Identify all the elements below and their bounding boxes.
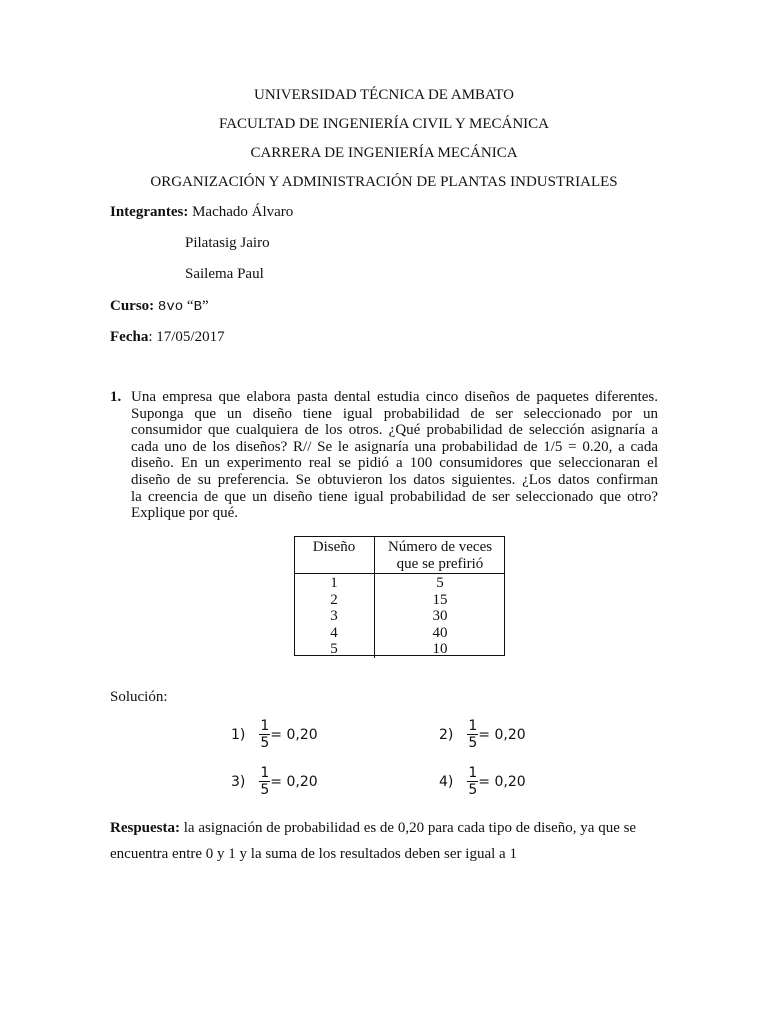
career-title: CARRERA DE INGENIERÍA MECÁNICA bbox=[250, 145, 518, 161]
answer-text: la asignación de probabilidad es de 0,20 para cada tipo de diseño, ya que se encuentra entre 0 y 1 y la suma de los resultados deben ser igual a 1 bbox=[110, 820, 637, 862]
table-header-design: Diseño bbox=[294, 536, 375, 574]
table-header-row bbox=[294, 536, 505, 574]
date-value: : 17/05/2017 bbox=[148, 329, 225, 345]
table-cell-design: 3 bbox=[294, 608, 375, 625]
solution-item-1 bbox=[231, 718, 318, 751]
solution-item-4 bbox=[439, 765, 526, 798]
fraction-numerator: 1 bbox=[260, 765, 270, 781]
question-line: Explique por qué. bbox=[131, 505, 239, 522]
table-row bbox=[294, 625, 505, 642]
member-2: Pilatasig Jairo bbox=[185, 235, 270, 251]
table-row bbox=[294, 574, 505, 592]
solution-item-label: 4) bbox=[439, 773, 454, 790]
table-cell-count: 10 bbox=[432, 641, 448, 657]
solution-label: Solución: bbox=[110, 689, 168, 705]
fraction-numerator: 1 bbox=[468, 718, 478, 734]
table-cell-count: 5 bbox=[436, 575, 444, 591]
table-cell-design: 4 bbox=[294, 625, 375, 642]
question-line: cada uno de los diseños? R// Se le asignaría una probabilidad de 1/5 = 0.20, a cada bbox=[131, 438, 658, 455]
member-1: Machado Álvaro bbox=[192, 204, 294, 220]
solution-item-result: = 0,20 bbox=[270, 773, 318, 790]
fraction-denominator: 5 bbox=[260, 782, 270, 798]
members-label: Integrantes: bbox=[110, 204, 189, 220]
course-value-part1: 8vo bbox=[157, 299, 184, 315]
question-line: diseño. En un experimento real se pidió a 100 consumidores que seleccionaran el bbox=[131, 455, 658, 472]
table-cell-count: 15 bbox=[432, 591, 448, 608]
solution-item-result: = 0,20 bbox=[478, 726, 526, 743]
solution-item-label: 2) bbox=[439, 726, 454, 743]
course-value-part2: B bbox=[193, 299, 202, 315]
table-cell-design: 5 bbox=[294, 641, 375, 658]
table-header-count-line2: que se prefirió bbox=[396, 555, 484, 572]
data-table bbox=[294, 536, 505, 658]
question-line: la creencia de que un diseño tiene igual probabilidad de ser seleccionado que otro? bbox=[131, 488, 658, 505]
fraction bbox=[467, 718, 478, 751]
question-line: consumidor que cualquiera de los otros. ¿Qué probabilidad de selección asignaría a bbox=[131, 422, 658, 439]
fraction-denominator: 5 bbox=[468, 782, 478, 798]
question-line: Una empresa que elabora pasta dental estudia cinco diseños de paquetes diferentes. bbox=[131, 389, 658, 405]
course-value-quote-open: “ bbox=[183, 298, 194, 314]
question-number: 1. bbox=[110, 389, 122, 405]
solution-item-result: = 0,20 bbox=[270, 726, 318, 743]
course-title: ORGANIZACIÓN Y ADMINISTRACIÓN DE PLANTAS INDUSTRIALES bbox=[150, 174, 618, 190]
fraction-denominator: 5 bbox=[260, 735, 270, 751]
fraction-denominator: 5 bbox=[468, 735, 478, 751]
table-cell-design: 1 bbox=[294, 574, 375, 592]
table-header-count bbox=[375, 536, 506, 574]
member-3: Sailema Paul bbox=[185, 266, 264, 282]
faculty-title: FACULTAD DE INGENIERÍA CIVIL Y MECÁNICA bbox=[218, 116, 550, 132]
members-line bbox=[110, 203, 293, 221]
fraction bbox=[259, 765, 270, 798]
fraction bbox=[467, 765, 478, 798]
table-cell-count: 40 bbox=[432, 624, 448, 641]
date-label: Fecha bbox=[110, 329, 149, 345]
course-label: Curso: bbox=[110, 298, 155, 314]
table-header-count-line1: Número de veces bbox=[387, 539, 493, 555]
question-line: diseño de su preferencia. Se obtuvieron los datos siguientes. ¿Los datos confirman bbox=[131, 471, 658, 488]
question-text bbox=[131, 389, 658, 522]
solution-item-label: 1) bbox=[231, 726, 246, 743]
course-line bbox=[110, 297, 209, 316]
question-line: Suponga que un diseño tiene igual probabilidad de ser seleccionado por un bbox=[131, 405, 658, 422]
table-cell-count: 30 bbox=[432, 608, 448, 624]
answer-label: Respuesta: bbox=[110, 820, 180, 836]
table-row bbox=[294, 608, 505, 625]
table-cell-design: 2 bbox=[294, 592, 375, 609]
table-row bbox=[294, 641, 505, 658]
course-value-quote-close: ” bbox=[201, 298, 209, 314]
answer-paragraph bbox=[110, 815, 658, 867]
solution-item-2 bbox=[439, 718, 526, 751]
solution-item-result: = 0,20 bbox=[478, 773, 526, 790]
solution-item-3 bbox=[231, 765, 318, 798]
university-title: UNIVERSIDAD TÉCNICA DE AMBATO bbox=[254, 87, 514, 103]
date-line bbox=[110, 328, 225, 346]
fraction-numerator: 1 bbox=[468, 765, 478, 781]
fraction-numerator: 1 bbox=[260, 718, 270, 734]
fraction bbox=[259, 718, 270, 751]
table-row bbox=[294, 592, 505, 609]
solution-item-label: 3) bbox=[231, 773, 246, 790]
